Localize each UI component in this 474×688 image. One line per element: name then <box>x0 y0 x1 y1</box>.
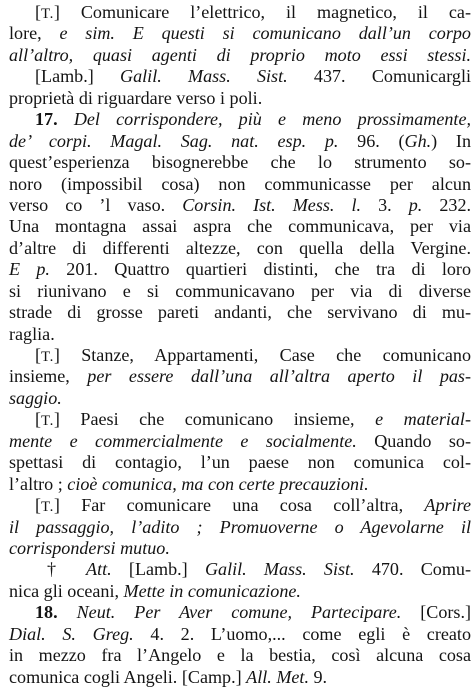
entry-number: 17. <box>35 109 74 130</box>
text-segment: strade di grosse pareti andanti, che servivano di mu- <box>9 302 471 323</box>
text-segment: 4. 2. L’uomo,... come egli è creato <box>133 623 471 644</box>
text-line <box>9 109 471 130</box>
italic-text: Neut. Per Aver comune, Partecipare. <box>76 602 402 623</box>
italic-text: all’altro, quasi agenti di proprio moto essi stessi. <box>9 44 471 65</box>
italic-text: Aprire <box>424 495 471 516</box>
italic-text: Att. <box>86 559 112 580</box>
text-line <box>9 388 471 409</box>
text-line <box>9 259 471 280</box>
text-line <box>9 581 471 602</box>
text-line <box>9 302 471 323</box>
text-line <box>9 431 471 452</box>
text-segment: [ <box>35 409 42 430</box>
tag-text: T. <box>41 413 54 430</box>
text-line <box>9 559 471 580</box>
text-line <box>9 452 471 473</box>
text-segment: [Lamb.] <box>111 559 205 580</box>
text-segment: [ <box>35 2 42 22</box>
text-segment: insieme, <box>9 366 88 387</box>
text-segment: l’altro ; <box>9 473 68 494</box>
text-line <box>9 66 471 87</box>
text-line <box>9 345 471 366</box>
italic-text: p. <box>408 194 423 215</box>
text-segment: si riunivano e si communicavano per via di diverse <box>9 280 471 301</box>
text-segment: comunica cogli Angeli. [Camp.] <box>9 666 247 687</box>
text-segment: in mezzo fra l’Angelo e la bestia, così alcuna cosa <box>9 645 471 666</box>
text-line <box>9 45 471 66</box>
italic-text: cioè comunica, ma con certe precauzioni. <box>67 473 369 494</box>
italic-text: per essere dall’una all’altra aperto il pas- <box>87 366 471 387</box>
text-line <box>9 216 471 237</box>
text-line <box>9 409 471 430</box>
text-line <box>9 624 471 645</box>
text-line <box>9 495 471 516</box>
text-segment: ] Comunicare l’elettrico, il magnetico, il ca- <box>53 2 471 22</box>
text-line <box>9 131 471 152</box>
text-segment: ] Paesi che comunicano insieme, <box>53 409 376 430</box>
text-segment: Quando so- <box>356 430 471 451</box>
italic-text: Gh. <box>404 130 432 151</box>
text-segment: 201. Quattro quartieri distinti, che tra di loro <box>49 259 471 280</box>
text-segment: [Lamb.] <box>35 66 121 87</box>
text-line <box>9 23 471 44</box>
text-line <box>9 645 471 666</box>
entry-number: 18. <box>35 602 77 623</box>
text-segment: 9. <box>308 666 328 687</box>
italic-text: E p. <box>9 259 50 280</box>
text-segment: 470. Comu- <box>354 559 471 580</box>
italic-text: de’ corpi. Magal. Sag. nat. esp. p. <box>9 130 339 151</box>
italic-text: saggio. <box>9 387 62 408</box>
text-segment: † <box>47 559 87 580</box>
text-line <box>9 195 471 216</box>
text-line <box>9 474 471 495</box>
italic-text: Dial. S. Greg. <box>9 623 134 644</box>
italic-text: e material- <box>375 409 471 430</box>
text-segment: 232. <box>422 194 472 215</box>
text-segment: verso co ’l vaso. <box>9 194 183 215</box>
italic-text: e sim. E questi si comunicano dall’un corpo <box>59 23 471 44</box>
italic-text: Galil. Mass. Sist. <box>204 559 355 580</box>
text-segment: spettasi di contagio, l’un paese non comunica col- <box>9 452 471 473</box>
text-line <box>9 538 471 559</box>
text-segment: 96. ( <box>338 130 405 151</box>
dictionary-page <box>9 2 471 688</box>
text-line <box>9 667 471 688</box>
text-segment: proprietà di riguardare verso i poli. <box>9 87 263 108</box>
text-line <box>9 174 471 195</box>
text-line <box>9 602 471 623</box>
text-segment: ] Stanze, Appartamenti, Case che comunicano <box>53 345 471 365</box>
tag-text: T. <box>41 349 54 365</box>
italic-text: Del corrispondere, più e meno prossimamente, <box>73 109 472 130</box>
tag-text: T. <box>41 6 54 22</box>
text-segment: [Cors.] <box>401 602 472 623</box>
text-segment: ] Far comunicare una cosa coll’altra, <box>53 495 425 516</box>
text-line <box>9 324 471 345</box>
italic-text: il passaggio, l’adito ; Promuoverne o Agevolarne il <box>9 516 471 537</box>
text-segment: lore, <box>9 23 60 44</box>
text-segment: raglia. <box>9 323 55 344</box>
tag-text: T. <box>41 499 54 516</box>
text-line <box>9 366 471 387</box>
text-segment: [ <box>35 345 42 365</box>
text-segment: ) In <box>431 130 471 151</box>
italic-text: Corsin. Ist. Mess. l. <box>182 194 362 215</box>
text-line <box>9 88 471 109</box>
italic-text: All. Met. <box>246 666 309 687</box>
text-segment: 437. Comunicargli <box>287 66 471 87</box>
text-segment: noro (impossibil cosa) non communicasse per alcun <box>9 173 471 194</box>
text-line <box>9 517 471 538</box>
italic-text: Galil. Mass. Sist. <box>120 66 288 87</box>
italic-text: mente e commercialmente e socialmente. <box>9 430 357 451</box>
text-line <box>9 152 471 173</box>
text-segment: nica gli oceani, <box>9 580 124 601</box>
italic-text: corrispondersi mutuo. <box>9 537 170 558</box>
text-line <box>9 2 471 23</box>
text-line <box>9 238 471 259</box>
text-segment: [ <box>35 495 42 516</box>
text-line <box>9 281 471 302</box>
italic-text: Mette in comunicazione. <box>123 580 301 601</box>
text-segment: d’altre di differenti altezze, con quella della Vergine. <box>9 237 471 258</box>
text-segment: 3. <box>361 194 409 215</box>
text-segment: Una montagna assai aspra che communicava, per via <box>9 216 471 237</box>
text-segment: quest’esperienza bisognerebbe che lo strumento so- <box>9 152 471 173</box>
